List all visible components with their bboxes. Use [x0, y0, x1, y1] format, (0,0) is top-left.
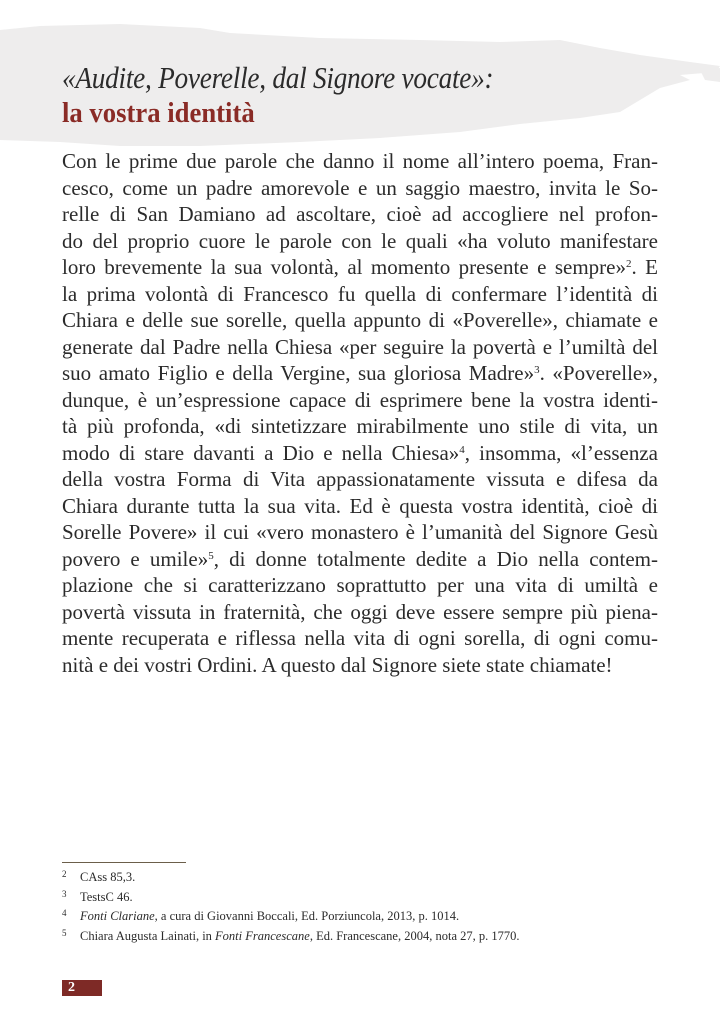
- body-line: [62, 599, 658, 626]
- body-line: [62, 440, 658, 467]
- body-line: [62, 307, 658, 334]
- body-line: [62, 228, 658, 255]
- footnote-number: 3: [62, 888, 67, 899]
- body-line: [62, 334, 658, 361]
- footnote-item: [62, 868, 662, 888]
- body-line: [62, 148, 658, 175]
- body-paragraph: [62, 148, 658, 678]
- footnote-text-part: , a cura di Giovanni Boccali, Ed. Porziuncola, 2013, p. 1014.: [154, 909, 460, 923]
- body-line-text: Con le prime due parole che danno il nome all’intero poema, Fran-: [62, 149, 658, 173]
- footnote-text: [80, 888, 133, 908]
- section-heading: [62, 60, 682, 130]
- footnote-divider: [62, 862, 186, 863]
- body-line-text: . «Poverelle»,: [539, 361, 658, 385]
- body-line-text: della vostra Forma di Vita appassionatamente vissuta e difesa da: [62, 467, 658, 491]
- body-line: [62, 652, 658, 679]
- footnote-title: Fonti Francescane: [215, 928, 310, 943]
- body-line: [62, 413, 658, 440]
- body-line-text: Chiara durante tutta la sua vita. Ed è questa vostra identità, cioè di: [62, 493, 658, 518]
- body-line-text: do del proprio cuore le parole con le quali «ha voluto manifestare: [62, 228, 658, 253]
- footnote-text-part: CAss 85,3.: [80, 870, 136, 884]
- body-line: [62, 572, 658, 599]
- body-line: [62, 519, 658, 546]
- body-line-text: nità e dei vostri Ordini. A questo dal Signore siete state chiamate!: [62, 652, 613, 677]
- body-line-text: generate dal Padre nella Chiesa «per seguire la povertà e l’umiltà del: [62, 334, 658, 359]
- footnote-reference[interactable]: 2: [625, 258, 632, 270]
- body-line-text: suo amato Figlio e della Vergine, sua gloriosa Madre»: [62, 361, 535, 385]
- body-line: [62, 281, 658, 308]
- body-line: [62, 175, 658, 202]
- footnote-reference[interactable]: 4: [459, 443, 465, 456]
- footnote-item: [62, 927, 662, 947]
- heading-quote: «Audite, Poverelle, dal Signore vocate»:: [62, 60, 494, 95]
- body-line: [62, 466, 658, 493]
- body-line-text: Sorelle Povere» il cui «vero monastero è l’umanità del Signore Gesù: [62, 520, 658, 544]
- footnote-text-part: , Ed. Francescane, 2004, nota 27, p. 1770.: [309, 928, 520, 943]
- body-line-text: la prima volontà di Francesco fu quella di confermare l’identità di: [62, 281, 658, 306]
- heading-title: la vostra identità: [62, 97, 255, 129]
- body-line-text: mente recuperata e riflessa nella vita di ogni sorella, di ogni comu-: [62, 626, 658, 650]
- body-line-text: tà più profonda, «di sintetizzare mirabilmente uno stile di vita, un: [62, 414, 658, 438]
- footnotes: [62, 868, 662, 946]
- footnote-text: [80, 907, 459, 927]
- page-number-box: [62, 980, 102, 996]
- footnote-text-part: TestsC 46.: [80, 889, 133, 904]
- body-line-text: povertà vissuta in fraternità, che oggi deve essere sempre più piena-: [62, 599, 658, 624]
- body-line: [62, 254, 658, 281]
- body-line-text: Chiara e delle sue sorelle, quella appunto di «Poverelle», chiamate e: [62, 308, 658, 332]
- body-line: [62, 360, 658, 387]
- body-line-text: loro brevemente la sua volontà, al momento presente e sempre»: [62, 255, 626, 279]
- body-line-text: plazione che si caratterizzano soprattutto per una vita di umiltà e: [62, 573, 658, 597]
- body-line: [62, 201, 658, 228]
- body-line-text: . E: [631, 255, 658, 279]
- page-number: 2: [68, 980, 75, 995]
- body-line-text: relle di San Damiano ad ascoltare, cioè ad accogliere nel profon-: [62, 202, 658, 226]
- footnote-title: Fonti Clariane: [80, 909, 155, 923]
- body-line-text: modo di stare davanti a Dio e nella Chiesa»: [62, 440, 460, 465]
- footnote-item: [62, 888, 662, 908]
- body-line-text: cesco, come un padre amorevole e un saggio maestro, invita le So-: [62, 175, 658, 200]
- body-line: [62, 625, 658, 652]
- footnote-reference[interactable]: 3: [534, 364, 540, 376]
- body-line-text: , di donne totalmente dedite a Dio nella contem-: [213, 546, 658, 571]
- body-line: [62, 493, 658, 520]
- body-line-text: povero e umile»: [62, 546, 209, 571]
- body-line-text: , insomma, «l’essenza: [464, 440, 658, 465]
- footnote-number: 2: [62, 869, 67, 879]
- footnote-text: [80, 868, 135, 888]
- body-line-text: dunque, è un’espressione capace di esprimere bene la vostra identi-: [62, 387, 658, 412]
- footnote-text: [80, 927, 520, 947]
- footnote-number: 5: [62, 927, 67, 938]
- footnote-reference[interactable]: 5: [208, 549, 214, 562]
- body-line: [62, 546, 658, 573]
- body-line: [62, 387, 658, 414]
- footnote-text-part: Chiara Augusta Lainati, in: [80, 928, 216, 943]
- footnote-number: 4: [62, 908, 67, 918]
- footnote-item: [62, 907, 662, 927]
